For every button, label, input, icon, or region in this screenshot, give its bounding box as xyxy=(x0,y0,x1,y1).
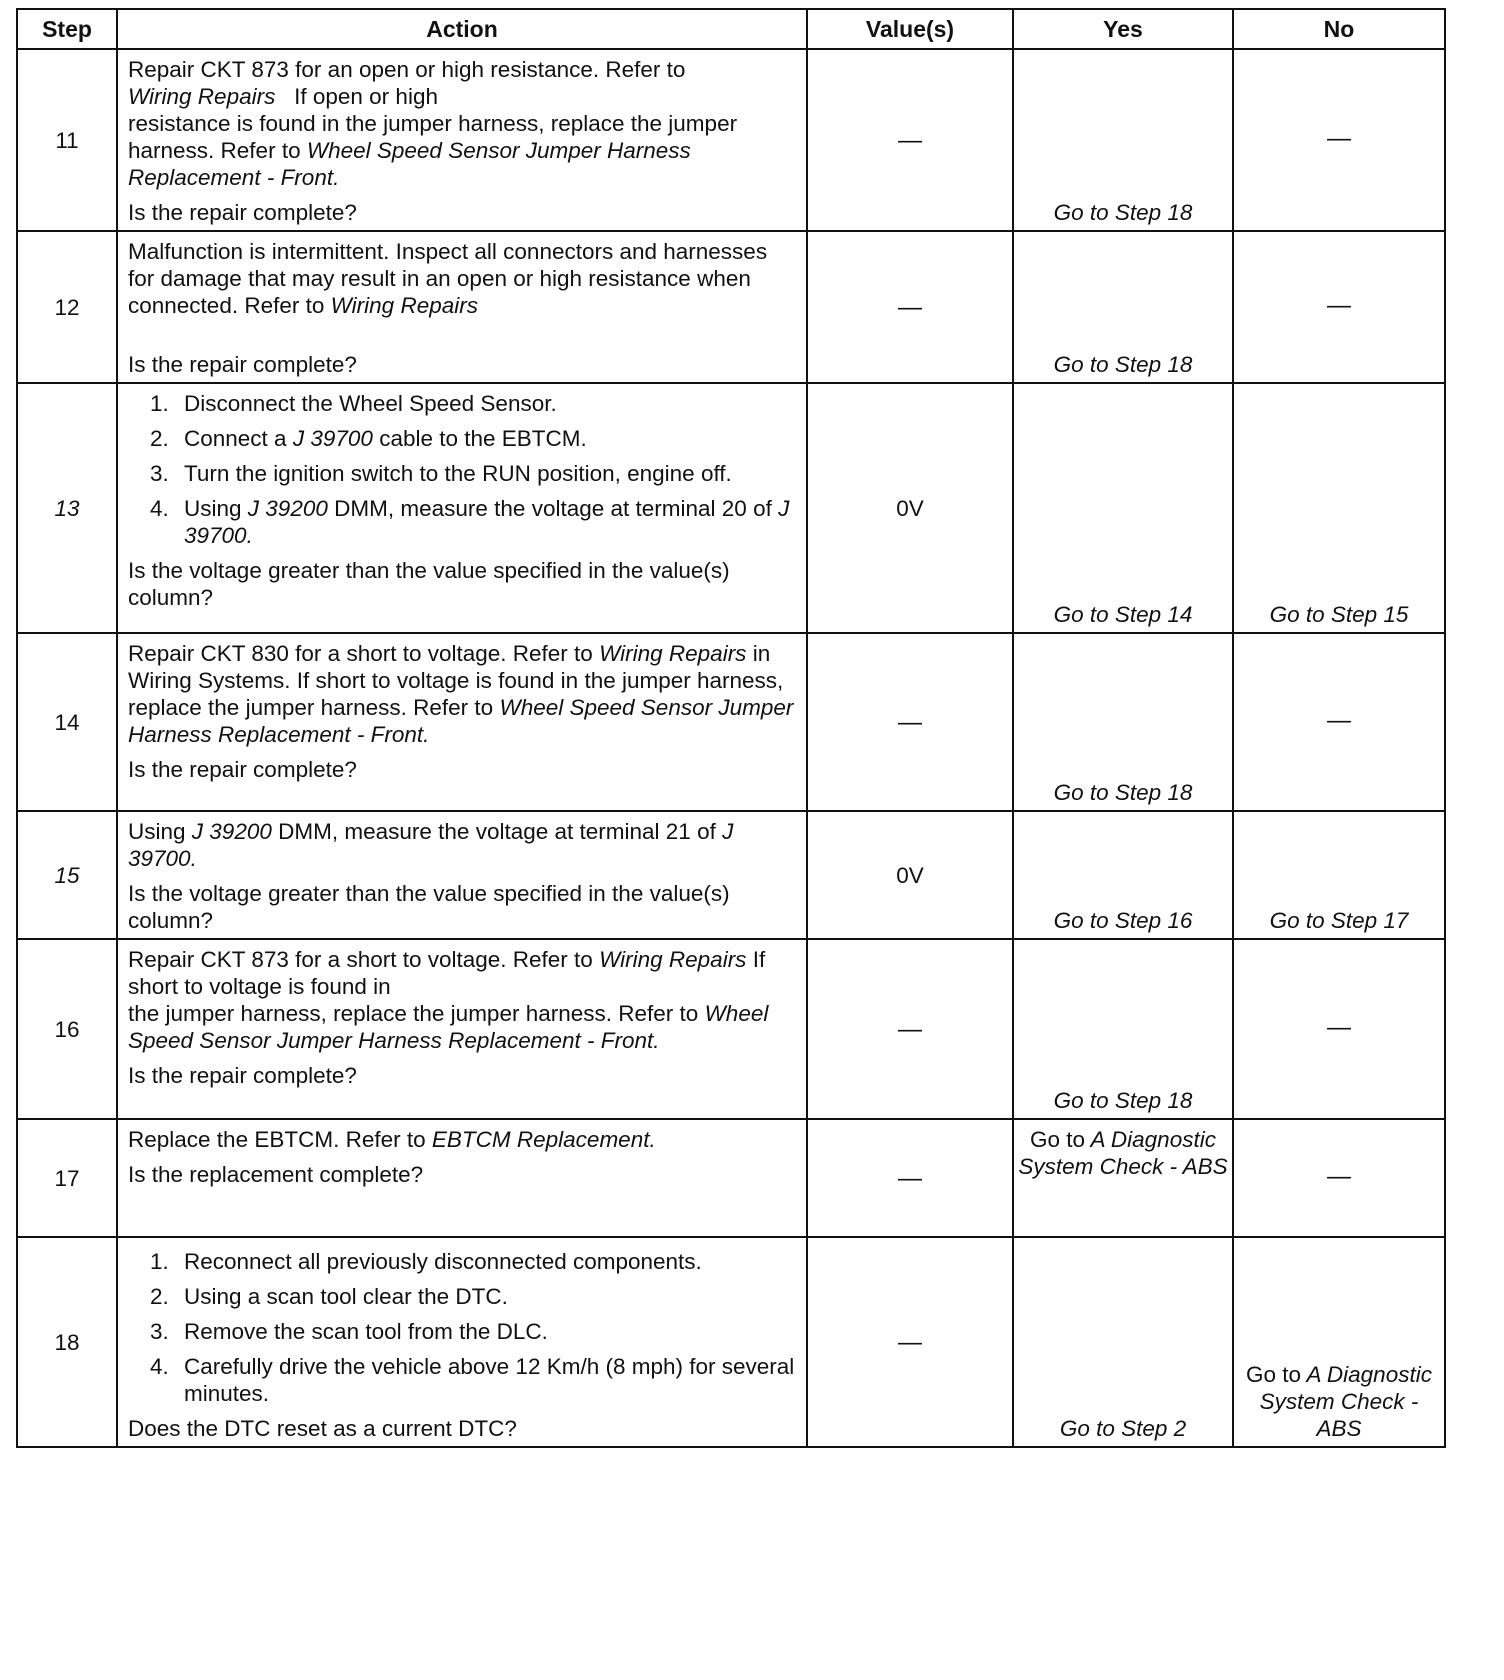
list-item: 1. Reconnect all previously disconnected components. xyxy=(150,1249,702,1274)
procedure-list xyxy=(128,1248,796,1407)
action-text: Repair CKT 873 for an open or high resistance. Refer to Wiring Repairs If open or high resistance is found in the jumper harness, replace the jumper harness. Refer to Wheel Speed Sensor Jumper Harness Replacement - Front. xyxy=(128,57,738,190)
list-item: 4. Carefully drive the vehicle above 12 Km/h (8 mph) for several minutes. xyxy=(150,1354,795,1406)
table-header-row xyxy=(17,9,1445,49)
link-jumper-harness-replacement[interactable]: Wheel Speed Sensor Jumper Harness Replacement - Front. xyxy=(128,138,691,190)
step-number: 13 xyxy=(17,383,117,633)
action-question: Is the repair complete? xyxy=(128,1063,357,1088)
step-number: 15 xyxy=(17,811,117,939)
procedure-list xyxy=(128,390,796,549)
value-cell: — xyxy=(807,1237,1013,1447)
header-values: Value(s) xyxy=(807,9,1013,49)
table-row xyxy=(17,1237,1445,1447)
no-cell[interactable]: Go to Step 17 xyxy=(1233,811,1445,939)
link-wiring-repairs[interactable]: Wiring Repairs xyxy=(128,84,276,109)
header-action: Action xyxy=(117,9,807,49)
list-item: 4. Using J 39200 DMM, measure the voltage at terminal 20 of J 39700. xyxy=(150,496,790,548)
yes-cell[interactable]: Go to Step 18 xyxy=(1013,633,1233,811)
value-cell: — xyxy=(807,231,1013,383)
action-cell xyxy=(117,49,807,231)
link-wiring-repairs[interactable]: Wiring Repairs xyxy=(599,947,747,972)
yes-cell[interactable]: Go to Step 18 xyxy=(1013,939,1233,1119)
list-item: 2. Using a scan tool clear the DTC. xyxy=(150,1284,508,1309)
no-cell: — xyxy=(1233,231,1445,383)
tool-ref: J 39700. xyxy=(128,819,734,871)
action-cell xyxy=(117,939,807,1119)
header-yes: Yes xyxy=(1013,9,1233,49)
value-cell: — xyxy=(807,939,1013,1119)
action-question: Does the DTC reset as a current DTC? xyxy=(128,1416,517,1441)
tool-ref: J 39700. xyxy=(184,496,790,548)
step-number: 12 xyxy=(17,231,117,383)
yes-cell[interactable]: Go to Step 14 xyxy=(1013,383,1233,633)
action-cell xyxy=(117,1119,807,1237)
action-text: Repair CKT 830 for a short to voltage. Refer to Wiring Repairs in Wiring Systems. If short to voltage is found in the jumper harness, replace the jumper harness. Refer to Wheel Speed Sensor Jumper Harness Replacement - Front. xyxy=(128,641,794,747)
no-cell[interactable]: Go to Step 15 xyxy=(1233,383,1445,633)
table-row xyxy=(17,811,1445,939)
table-row xyxy=(17,383,1445,633)
value-cell: — xyxy=(807,1119,1013,1237)
action-text: Repair CKT 873 for a short to voltage. Refer to Wiring Repairs If short to voltage is found in the jumper harness, replace the jumper harness. Refer to Wheel Speed Sensor Jumper Harness Replacement - Front. xyxy=(128,947,769,1053)
action-cell xyxy=(117,1237,807,1447)
link-jumper-harness-replacement[interactable]: Wheel Speed Sensor Jumper Harness Replacement - Front. xyxy=(128,1001,769,1053)
action-text: Using J 39200 DMM, measure the voltage at terminal 21 of J 39700. xyxy=(128,819,734,871)
action-question: Is the voltage greater than the value specified in the value(s) column? xyxy=(128,881,730,933)
tool-ref: J 39700 xyxy=(292,426,373,451)
step-number: 14 xyxy=(17,633,117,811)
step-number: 18 xyxy=(17,1237,117,1447)
action-cell xyxy=(117,811,807,939)
no-cell: — xyxy=(1233,1119,1445,1237)
table-row xyxy=(17,633,1445,811)
diagnostic-sheet xyxy=(16,8,1444,1448)
table-row xyxy=(17,939,1445,1119)
action-text: Replace the EBTCM. Refer to EBTCM Replacement. xyxy=(128,1127,656,1152)
action-cell xyxy=(117,633,807,811)
action-question: Is the repair complete? xyxy=(128,757,357,782)
list-item: 1. Disconnect the Wheel Speed Sensor. xyxy=(150,391,557,416)
step-number: 16 xyxy=(17,939,117,1119)
action-cell xyxy=(117,231,807,383)
action-question: Is the repair complete? xyxy=(128,200,357,225)
list-item: 2. Connect a J 39700 cable to the EBTCM. xyxy=(150,426,587,451)
step-number: 11 xyxy=(17,49,117,231)
table-row xyxy=(17,49,1445,231)
yes-cell[interactable]: Go to A Diagnostic System Check - ABS xyxy=(1013,1119,1233,1237)
yes-cell[interactable]: Go to Step 16 xyxy=(1013,811,1233,939)
table-row xyxy=(17,231,1445,383)
tool-ref: J 39200 xyxy=(247,496,328,521)
link-ebtcm-replacement[interactable]: EBTCM Replacement. xyxy=(431,1127,656,1152)
no-cell[interactable]: Go to A Diagnostic System Check - ABS xyxy=(1233,1237,1445,1447)
table-row xyxy=(17,1119,1445,1237)
yes-cell[interactable]: Go to Step 18 xyxy=(1013,231,1233,383)
no-cell: — xyxy=(1233,49,1445,231)
step-number: 17 xyxy=(17,1119,117,1237)
action-question: Is the replacement complete? xyxy=(128,1162,424,1187)
list-item: 3. Turn the ignition switch to the RUN position, engine off. xyxy=(150,461,732,486)
yes-cell[interactable]: Go to Step 2 xyxy=(1013,1237,1233,1447)
action-question: Is the repair complete? xyxy=(128,352,357,377)
no-cell: — xyxy=(1233,939,1445,1119)
value-cell: 0V xyxy=(807,811,1013,939)
header-no: No xyxy=(1233,9,1445,49)
link-jumper-harness-replacement[interactable]: Wheel Speed Sensor Jumper Harness Replacement - Front. xyxy=(128,695,794,747)
value-cell: — xyxy=(807,633,1013,811)
action-question: Is the voltage greater than the value specified in the value(s) column? xyxy=(128,558,730,610)
diagnostic-table xyxy=(16,8,1446,1448)
list-item: 3. Remove the scan tool from the DLC. xyxy=(150,1319,548,1344)
tool-ref: J 39200 xyxy=(191,819,272,844)
link-wiring-repairs[interactable]: Wiring Repairs xyxy=(330,293,478,318)
header-step: Step xyxy=(17,9,117,49)
no-cell: — xyxy=(1233,633,1445,811)
action-cell xyxy=(117,383,807,633)
value-cell: — xyxy=(807,49,1013,231)
action-text: Malfunction is intermittent. Inspect all connectors and harnesses for damage that may result in an open or high resistance when connected. Refer to Wiring Repairs xyxy=(128,239,768,318)
yes-cell[interactable]: Go to Step 18 xyxy=(1013,49,1233,231)
link-wiring-repairs[interactable]: Wiring Repairs xyxy=(599,641,747,666)
value-cell: 0V xyxy=(807,383,1013,633)
